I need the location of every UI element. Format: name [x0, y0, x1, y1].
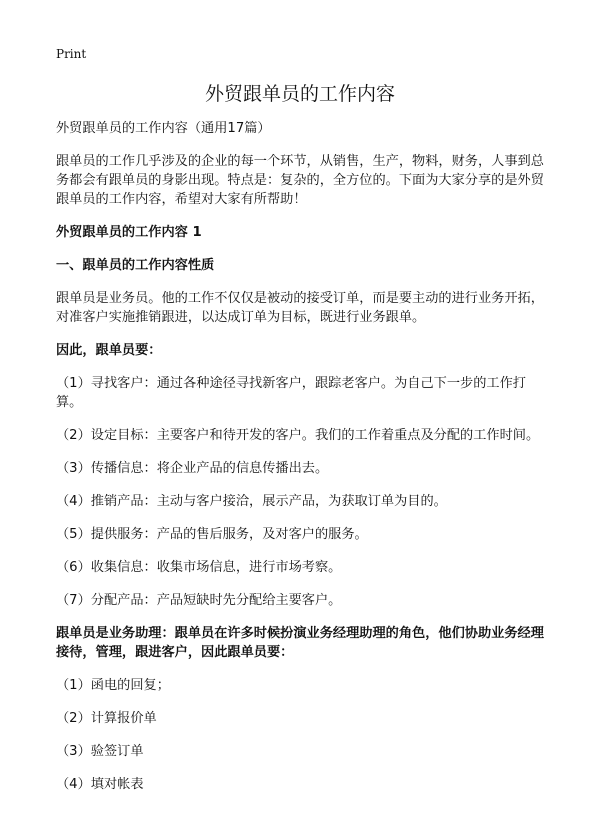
print-label: Print [56, 47, 87, 61]
part-heading: 一、跟单员的工作内容性质 [56, 258, 215, 273]
intro-paragraph: 跟单员的工作几乎涉及的企业的每一个环节，从销售，生产，物料，财务，人事到总务都会有跟单员的身影出现。特点是：复杂的，全方位的。下面为大家分享的是外贸跟单员的工作内容，希望对大家有所帮助！ [56, 154, 544, 207]
list-item: （2）设定目标：主要客户和待开发的客户。我们的工作着重点及分配的工作时间。 [56, 428, 540, 443]
list-item: （1）函电的回复； [56, 678, 170, 693]
document-body [56, 119, 548, 808]
list-item: （5）提供服务：产品的售后服务，及对客户的服务。 [56, 527, 368, 542]
list-item: （3）传播信息：将企业产品的信息传播出去。 [56, 461, 329, 476]
part-paragraph: 跟单员是业务员。他的工作不仅仅是被动的接受订单，而是要主动的进行业务开拓，对准客户实施推销跟进，以达成订单为目标，既进行业务跟单。 [56, 291, 544, 325]
document-subtitle: 外贸跟单员的工作内容（通用17篇） [56, 121, 271, 136]
section-heading: 外贸跟单员的工作内容 1 [56, 225, 202, 240]
list-item: （7）分配产品：产品短缺时先分配给主要客户。 [56, 593, 342, 608]
list-item: （1）寻找客户：通过各种途径寻找新客户，跟踪老客户。为自己下一步的工作打算。 [56, 376, 526, 410]
assistant-heading: 跟单员是业务助理：跟单员在许多时候扮演业务经理助理的角色，他们协助业务经理接待，管理，跟进客户，因此跟单员要： [56, 626, 544, 660]
list-item: （4）推销产品：主动与客户接洽，展示产品，为获取订单为目的。 [56, 494, 447, 509]
list-item: （6）收集信息：收集市场信息，进行市场考察。 [56, 560, 342, 575]
list-item: （3）验签订单 [56, 744, 144, 759]
document-title: 外贸跟单员的工作内容 [204, 83, 395, 105]
list-item: （2）计算报价单 [56, 711, 157, 726]
requirements-heading: 因此，跟单员要： [56, 343, 162, 358]
list-item: （4）填对帐表 [56, 777, 144, 792]
